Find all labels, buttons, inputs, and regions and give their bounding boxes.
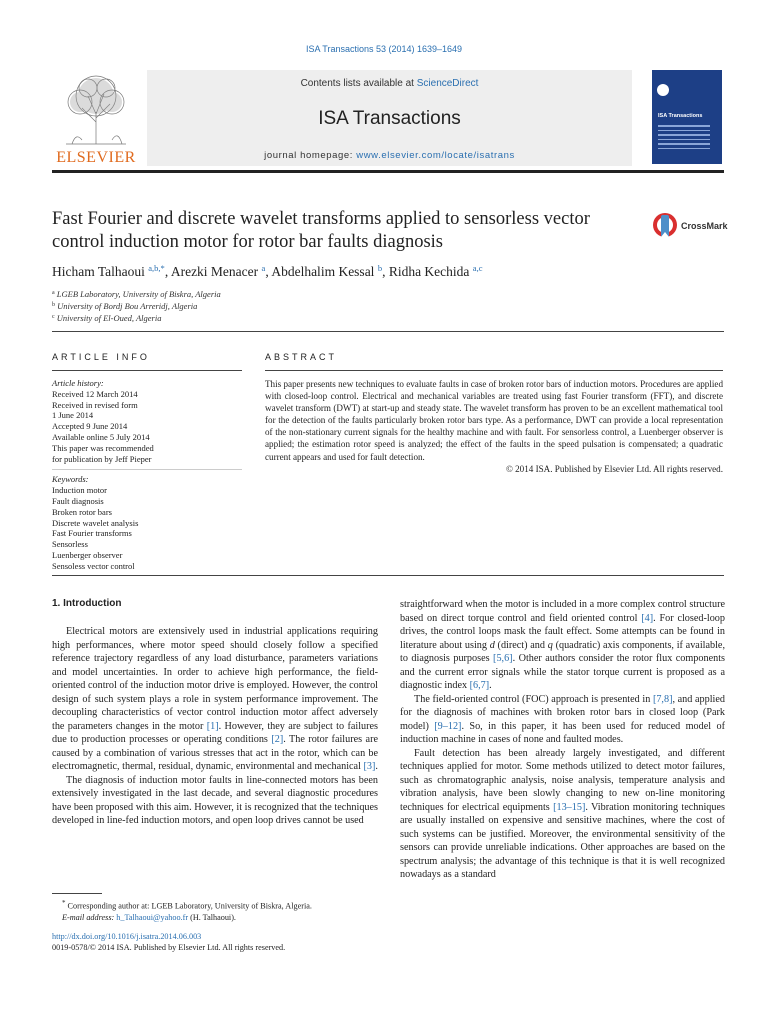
abstract-text: This paper presents new techniques to evaluate faults in case of broken rotor bars of induction motors. Procedures are applied with closed-loop control. Electrical and mechanical variables are treated using fast Fourier transform (FFT), and discrete wavelet transform (DWT) at start-up and steady state. The wavelet transform has proven to be an excellent mathematical tool for the detection of the faults particularly broken rotor bars type. As a performance, DWT can provide a local representation of the non-stationary current signals for the healthy machine and with fault. For sensorless control, a Luenberger observer is applied; the estimation rotor speed is analyzed; the effect of the faults in the speed pulsation is compensated; a quadratic current appears and used for fault detection. bbox=[265, 379, 723, 462]
history-label: Article history: bbox=[52, 378, 104, 388]
intro-paragraph-2: The diagnosis of induction motor faults in line-connected motors has been extensively investigated in the last decade, and several diagnostic procedures have been proposed with this aim. However, it is recognized that the techniques developed in line-fed induction motors, and open loop drives cannot be used bbox=[52, 774, 378, 826]
author-name: Ridha Kechida bbox=[388, 264, 470, 279]
text-run: . However, they are subject to failures due to production processes or operating conditions bbox=[52, 720, 378, 745]
issn-line: 0019-0578/© 2014 ISA. Published by Elsevier Ltd. All rights reserved. bbox=[52, 943, 286, 952]
affiliation-mark: a bbox=[52, 290, 55, 296]
text-run: , and applied for the diagnosis of machines with broken rotor bars in closed loop (Park model) bbox=[400, 693, 725, 732]
footnote-rule bbox=[52, 893, 102, 894]
author-3[interactable] bbox=[271, 264, 388, 279]
author-separator: , bbox=[164, 264, 171, 279]
contents-available-line bbox=[147, 78, 632, 89]
abstract-block bbox=[265, 378, 723, 475]
introduction-heading: 1. Introduction bbox=[52, 598, 122, 609]
cover-logo-icon bbox=[657, 84, 669, 96]
text-run: . So, in this paper, it has been used for reduced model of induction machine in cases of none and faulted modes. bbox=[400, 720, 725, 745]
text-run: . For closed-loop drives, the control loops mask the fault effect. Some attempts can be found in literature about using bbox=[400, 612, 725, 651]
citation-link[interactable]: [1] bbox=[206, 720, 219, 732]
affiliations bbox=[52, 288, 724, 324]
citation-link[interactable]: [4] bbox=[641, 612, 654, 624]
author-affiliation-marks[interactable]: a,c bbox=[472, 263, 483, 273]
body-left-column bbox=[52, 625, 378, 828]
journal-masthead bbox=[52, 70, 724, 166]
article-info-heading: ARTICLE INFO bbox=[52, 352, 150, 362]
keyword-item: Fault diagnosis bbox=[52, 495, 104, 506]
history-line: 1 June 2014 bbox=[52, 410, 94, 421]
article-title: Fast Fourier and discrete wavelet transforms applied to sensorless vector control induction motor for rotor bar faults diagnosis bbox=[52, 209, 590, 252]
doi-link[interactable]: http://dx.doi.org/10.1016/j.isatra.2014.06.003 bbox=[52, 932, 202, 941]
cover-text-lines bbox=[658, 122, 710, 152]
text-run: (direct) and bbox=[494, 639, 548, 651]
corresponding-author-footnote bbox=[62, 898, 382, 923]
elsevier-wordmark: ELSEVIER bbox=[56, 149, 136, 166]
history-line: Accepted 9 June 2014 bbox=[52, 421, 128, 432]
history-line: Available online 5 July 2014 bbox=[52, 431, 150, 442]
text-run: . Vibration monitoring techniques are usually installed on expensive and sensitive machines, where the cost of such systems can be justified. Moreover, the environmental sensitivity of the sensors can provide unreliable indications. Other approaches are based on the spectrum analysis; the advantage of this technique is that it is well recognized nowadays as a standard bbox=[400, 801, 725, 880]
abstract-rule bbox=[265, 370, 723, 371]
text-run: . bbox=[489, 680, 492, 691]
author-name: Arezki Menacer bbox=[170, 264, 259, 279]
author-affiliation-marks[interactable]: a bbox=[261, 263, 266, 273]
intro-paragraph-4 bbox=[400, 693, 725, 747]
citation-link[interactable]: [3] bbox=[363, 761, 376, 772]
author-1[interactable] bbox=[52, 264, 171, 279]
italic-symbol: d bbox=[489, 639, 495, 651]
text-run: Fault detection has been already largely investigated, and different techniques applied for motor. Some methods utilized to detect motor failures, such as chromatographic analysis, noise analysis, temperature analysis and vibration analysis, have been slowly changing to new on-line monitoring techniques for electrical equipments bbox=[400, 747, 725, 813]
crossmark-icon bbox=[652, 211, 678, 241]
body-right-column bbox=[400, 598, 725, 882]
crossmark-label: CrossMark bbox=[681, 221, 728, 231]
text-run: (quadratic) axis components, if available, to diagnosis purposes bbox=[400, 639, 725, 664]
author-2[interactable] bbox=[171, 264, 272, 279]
history-line: Received in revised form bbox=[52, 399, 138, 410]
section-divider bbox=[52, 331, 724, 332]
email-suffix: (H. Talhaoui). bbox=[188, 912, 236, 922]
elsevier-logo[interactable] bbox=[52, 70, 140, 166]
doi-block bbox=[52, 931, 382, 953]
author-name: Hicham Talhaoui bbox=[52, 264, 145, 279]
footnote-text: Corresponding author at: LGEB Laboratory, University of Biskra, Algeria. bbox=[67, 901, 312, 911]
keyword-item: Fast Fourier transforms bbox=[52, 528, 132, 539]
email-link[interactable]: h_Talhaoui@yahoo.fr bbox=[116, 912, 189, 922]
affiliation-item bbox=[52, 312, 724, 324]
citation-link[interactable]: [7,8] bbox=[652, 693, 673, 705]
text-run: . bbox=[375, 761, 378, 772]
keyword-item: Broken rotor bars bbox=[52, 506, 112, 517]
author-list bbox=[52, 263, 724, 280]
citation-link[interactable]: [13–15] bbox=[553, 801, 586, 813]
text-run: straightforward when the motor is included in a more complex control structure based on direct torque control and field oriented control bbox=[400, 599, 725, 624]
journal-title: ISA Transactions bbox=[318, 108, 461, 129]
homepage-link[interactable]: www.elsevier.com/locate/isatrans bbox=[356, 150, 515, 161]
sciencedirect-link[interactable]: ScienceDirect bbox=[416, 78, 479, 89]
affiliation-mark: c bbox=[52, 314, 55, 320]
text-run: . The rotor failures are caused by a combination of various stresses that act in the rotor, which can be electromagnetic, thermal, residual, dynamic, environmental and mechanical bbox=[52, 734, 378, 772]
affiliation-item bbox=[52, 288, 724, 300]
author-4[interactable] bbox=[389, 264, 483, 279]
article-info-rule bbox=[52, 370, 242, 371]
affiliation-text: LGEB Laboratory, University of Biskra, Algeria bbox=[56, 289, 221, 299]
text-run: Electrical motors are extensively used in industrial applications requiring high performances, where motor speed should closely follow a specified reference trajectory regardless of any load disturbance, parameters variations and model uncertainties. In order to achieve high performance, the field-oriented control of the induction motor drive is employed. However, the control design of such system plays a role in system performance improvement. The decoupling characteristics of vector control induction motor affect adversely the parameters changes in the motor bbox=[52, 626, 378, 732]
citation-link[interactable]: [9–12] bbox=[434, 720, 462, 732]
keyword-item: Discrete wavelet analysis bbox=[52, 517, 139, 528]
keyword-item: Sensorless bbox=[52, 539, 88, 550]
header-divider bbox=[52, 170, 724, 173]
article-info-column bbox=[52, 378, 242, 572]
intro-paragraph-3 bbox=[400, 598, 725, 693]
affiliation-text: University of Bordj Bou Arreridj, Algeria bbox=[57, 301, 198, 311]
journal-cover-thumbnail[interactable] bbox=[652, 70, 722, 164]
author-affiliation-marks[interactable]: a,b,* bbox=[148, 263, 165, 273]
homepage-prefix: journal homepage: bbox=[264, 150, 357, 161]
intro-paragraph-1 bbox=[52, 625, 378, 774]
journal-reference[interactable]: ISA Transactions 53 (2014) 1639–1649 bbox=[305, 44, 463, 54]
intro-paragraph-5 bbox=[400, 747, 725, 882]
email-label: E-mail address: bbox=[62, 912, 117, 922]
keyword-item: Luenberger observer bbox=[52, 549, 123, 560]
citation-link[interactable]: [2] bbox=[271, 734, 284, 745]
keyword-item: Sensoless vector control bbox=[52, 560, 135, 571]
keywords-divider bbox=[52, 469, 242, 470]
footnote-mark: * bbox=[62, 899, 66, 907]
affiliation-mark: b bbox=[52, 302, 55, 308]
author-name: Abdelhalim Kessal bbox=[271, 264, 375, 279]
keywords-label: Keywords: bbox=[52, 474, 89, 485]
elsevier-tree-icon bbox=[52, 70, 140, 150]
citation-link[interactable]: [5,6] bbox=[493, 653, 513, 664]
footnote-email-line bbox=[62, 912, 382, 923]
journal-homepage-line bbox=[147, 150, 632, 161]
abstract-copyright: © 2014 ISA. Published by Elsevier Ltd. All rights reserved. bbox=[505, 463, 723, 474]
author-separator: , bbox=[265, 264, 272, 279]
affiliation-text: University of El-Oued, Algeria bbox=[56, 313, 162, 323]
history-line: This paper was recommended bbox=[52, 442, 154, 453]
history-line: Received 12 March 2014 bbox=[52, 388, 138, 399]
contents-prefix: Contents lists available at bbox=[300, 78, 417, 89]
italic-symbol: q bbox=[547, 639, 553, 651]
masthead-center bbox=[147, 70, 632, 166]
abstract-bottom-divider bbox=[52, 575, 724, 576]
text-run: . Other authors consider the rotor flux components and the current error signals while the stator torque current is proposed as a diagnostic index bbox=[400, 653, 725, 691]
author-affiliation-marks[interactable]: b bbox=[377, 263, 383, 273]
footnote-line bbox=[62, 898, 382, 912]
crossmark-badge[interactable] bbox=[652, 211, 732, 243]
author-separator: , bbox=[382, 264, 389, 279]
cover-title: ISA Transactions bbox=[658, 113, 703, 119]
citation-link[interactable]: [6,7] bbox=[469, 680, 490, 691]
keyword-item: Induction motor bbox=[52, 485, 108, 496]
affiliation-item bbox=[52, 300, 724, 312]
history-line: for publication by Jeff Pieper bbox=[52, 453, 152, 464]
text-run: The field-oriented control (FOC) approach is presented in bbox=[414, 693, 653, 705]
abstract-heading: ABSTRACT bbox=[265, 352, 338, 362]
